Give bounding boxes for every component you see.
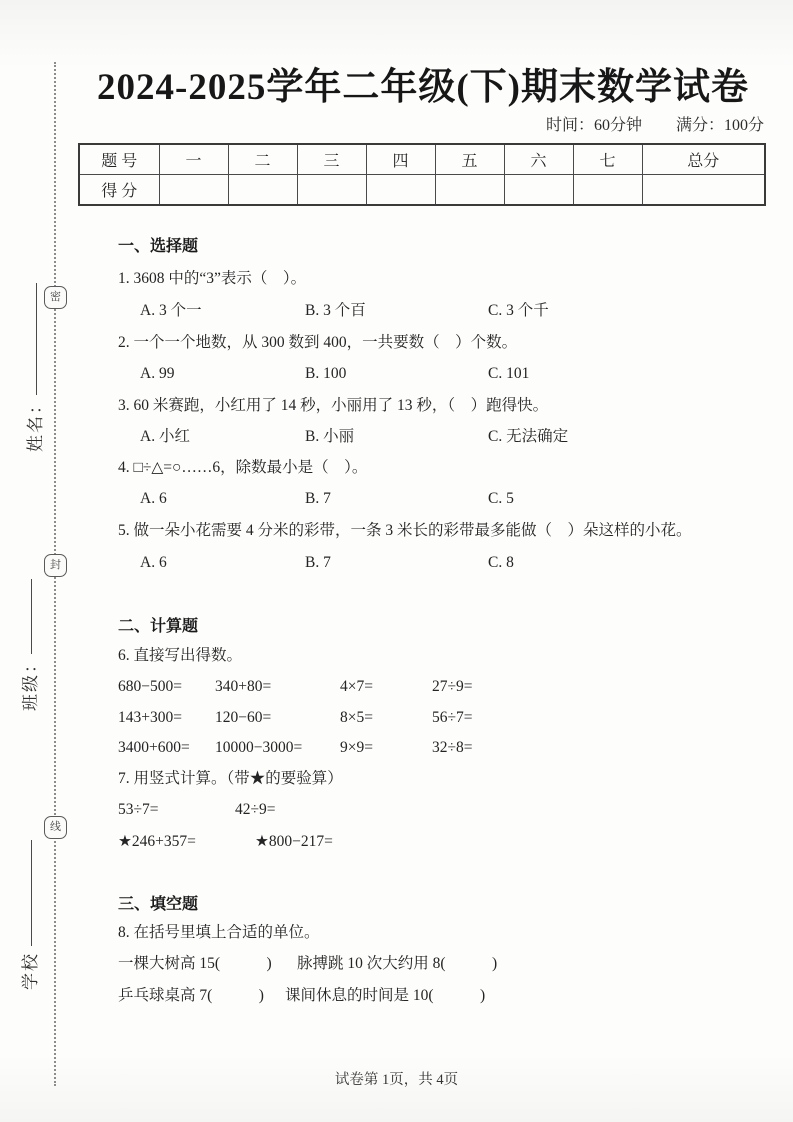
score-table-header-cell: 题 号 xyxy=(79,144,159,175)
question-2-choices xyxy=(118,363,788,385)
q7-row-2 xyxy=(118,831,766,853)
question-1-text: 1. 3608 中的“3”表示（ ）。 xyxy=(118,270,307,287)
score-cell-empty xyxy=(504,175,573,206)
name-blank-line xyxy=(36,283,37,395)
class-field-group xyxy=(17,579,39,711)
score-table-score-row xyxy=(79,175,765,206)
score-table-header-cell: 四 xyxy=(366,144,435,175)
school-field-group xyxy=(17,838,39,990)
score-cell-empty xyxy=(573,175,642,206)
question-7-text: 7. 用竖式计算。（带★的要验算） xyxy=(118,770,343,787)
school-label: 学校 xyxy=(20,952,40,990)
question-3-choices xyxy=(118,426,788,448)
seal-char-feng: 封 xyxy=(44,554,67,577)
q6-expr: 3400+600= xyxy=(118,739,190,756)
q2-choice-b: B. 100 xyxy=(305,365,347,382)
section1-title: 一、选择题 xyxy=(118,238,199,255)
seal-char-xian: 线 xyxy=(44,816,67,839)
q6-expr: 340+80= xyxy=(215,678,272,695)
question-4-text: 4. □÷△=○……6，除数最小是（ ）。 xyxy=(118,459,368,476)
q7-expr: 53÷7= xyxy=(118,801,159,818)
q8-blank-item: 课间休息的时间是 10( ) xyxy=(285,987,486,1004)
score-table-header-cell: 七 xyxy=(573,144,642,175)
q2-choice-a: A. 99 xyxy=(140,365,175,382)
question-1-choices xyxy=(118,300,788,322)
page-title: 2024-2025学年二年级(下)期末数学试卷 xyxy=(97,67,749,108)
question-2-text: 2. 一个一个地数，从 300 数到 400，一共要数（ ）个数。 xyxy=(118,334,518,351)
q6-expr: 32÷8= xyxy=(432,739,473,756)
q7-expr-starred: ★246+357= xyxy=(118,833,196,850)
name-field-group xyxy=(22,274,44,452)
q4-choice-b: B. 7 xyxy=(305,490,331,507)
question-3-text: 3. 60 米赛跑，小红用了 14 秒，小丽用了 13 秒，（ ）跑得快。 xyxy=(118,397,549,414)
q1-choice-b: B. 3 个百 xyxy=(305,302,366,319)
q6-row-2 xyxy=(118,707,766,729)
score-cell-empty xyxy=(228,175,297,206)
score-row-label: 得 分 xyxy=(79,175,159,206)
score-table-header-cell: 总分 xyxy=(642,144,765,175)
q4-choice-a: A. 6 xyxy=(140,490,167,507)
q3-choice-c: C. 无法确定 xyxy=(488,428,569,445)
q6-expr: 4×7= xyxy=(340,678,373,695)
score-table-header-cell: 五 xyxy=(435,144,504,175)
q8-blank-item: 一棵大树高 15( ) xyxy=(118,955,272,972)
q8-row-2 xyxy=(118,985,766,1007)
q6-expr: 10000−3000= xyxy=(215,739,303,756)
name-label: 姓名： xyxy=(25,395,45,452)
score-table-header-cell: 一 xyxy=(159,144,228,175)
q8-blank-item: 乒乓球桌高 7( ) xyxy=(118,987,264,1004)
score-table xyxy=(78,143,766,206)
question-6-text: 6. 直接写出得数。 xyxy=(118,647,243,664)
q1-choice-c: C. 3 个千 xyxy=(488,302,549,319)
q6-expr: 120−60= xyxy=(215,709,272,726)
q7-row-1 xyxy=(118,799,766,821)
q8-row-1 xyxy=(118,953,766,975)
question-4-choices xyxy=(118,488,788,510)
class-label: 班级： xyxy=(20,654,40,711)
page-number-footer: 试卷第 1页，共 4页 xyxy=(334,1072,459,1088)
q6-row-1 xyxy=(118,676,766,698)
q7-expr-starred: ★800−217= xyxy=(255,833,333,850)
time-limit-label: 时间：60分钟 xyxy=(545,117,642,134)
q7-expr: 42÷9= xyxy=(235,801,276,818)
q2-choice-c: C. 101 xyxy=(488,365,530,382)
score-table-header-row xyxy=(79,144,765,175)
q6-expr: 143+300= xyxy=(118,709,182,726)
school-blank-line xyxy=(31,840,32,946)
q6-expr: 680−500= xyxy=(118,678,182,695)
score-table-header-cell: 六 xyxy=(504,144,573,175)
score-cell-empty xyxy=(297,175,366,206)
q3-choice-b: B. 小丽 xyxy=(305,428,355,445)
section2-title: 二、计算题 xyxy=(118,618,199,635)
q6-expr: 56÷7= xyxy=(432,709,473,726)
q4-choice-c: C. 5 xyxy=(488,490,514,507)
q5-choice-a: A. 6 xyxy=(140,554,167,571)
q3-choice-a: A. 小红 xyxy=(140,428,190,445)
question-8-text: 8. 在括号里填上合适的单位。 xyxy=(118,924,320,941)
q6-expr: 9×9= xyxy=(340,739,373,756)
score-table-header-cell: 二 xyxy=(228,144,297,175)
q1-choice-a: A. 3 个一 xyxy=(140,302,202,319)
score-table-header-cell: 三 xyxy=(297,144,366,175)
q5-choice-b: B. 7 xyxy=(305,554,331,571)
section3-title: 三、填空题 xyxy=(118,896,199,913)
q6-expr: 27÷9= xyxy=(432,678,473,695)
score-cell-empty xyxy=(435,175,504,206)
class-blank-line xyxy=(31,579,32,654)
question-5-choices xyxy=(118,552,788,574)
exam-info-line xyxy=(78,112,764,135)
q8-blank-item: 脉搏跳 10 次大约用 8( ) xyxy=(297,955,498,972)
seal-char-mi: 密 xyxy=(44,286,67,309)
q5-choice-c: C. 8 xyxy=(488,554,514,571)
q6-row-3 xyxy=(118,737,766,759)
full-score-label: 满分：100分 xyxy=(675,117,764,134)
question-5-text: 5. 做一朵小花需要 4 分米的彩带，一条 3 米长的彩带最多能做（ ）朵这样的小花。 xyxy=(118,522,692,539)
q6-expr: 8×5= xyxy=(340,709,373,726)
score-cell-empty xyxy=(642,175,765,206)
score-cell-empty xyxy=(159,175,228,206)
score-cell-empty xyxy=(366,175,435,206)
